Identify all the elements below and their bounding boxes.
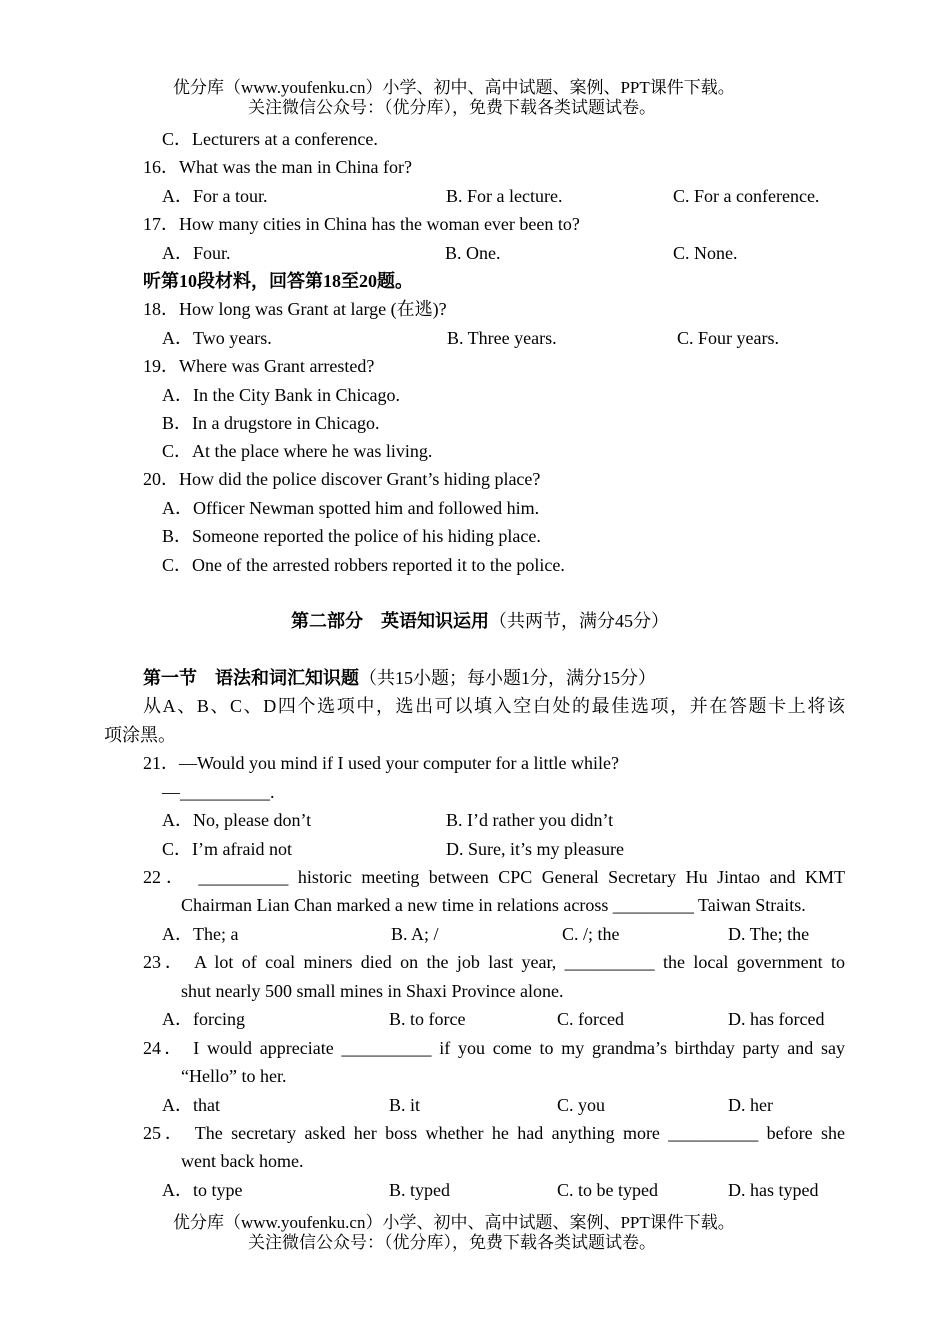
q21-stem: 21．—Would you mind if I used your computer for a little while? xyxy=(143,753,619,773)
q16-stem: 16．What was the man in China for? xyxy=(143,157,412,177)
footer-line-2: 关注微信公众号：（优分库），免费下载各类试题试卷。 xyxy=(248,1233,656,1252)
q16-option-c: C. For a conference. xyxy=(673,186,820,206)
q17-option-a: A．Four. xyxy=(162,243,231,263)
q21-option-c: C．I’m afraid not xyxy=(162,839,292,859)
q24-option-d: D. her xyxy=(728,1095,773,1115)
section-10-heading: 听第10段材料，回答第18至20题。 xyxy=(143,271,413,291)
q21-reply: —__________. xyxy=(162,782,275,802)
section-1-title: 第一节 语法和词汇知识题 xyxy=(143,668,359,688)
section-1-heading xyxy=(143,666,656,690)
q25-option-b: B. typed xyxy=(389,1180,450,1200)
q23-option-c: C. forced xyxy=(557,1009,624,1029)
section-1-scoring: （共15小题；每小题1分，满分15分） xyxy=(359,668,656,688)
q20-option-a: A．Officer Newman spotted him and followed him. xyxy=(162,498,540,518)
q18-option-a: A．Two years. xyxy=(162,328,272,348)
q25-stem-line-1: 25． The secretary asked her boss whether he had anything more __________ before she xyxy=(143,1123,845,1143)
q16-option-b: B. For a lecture. xyxy=(446,186,563,206)
q24-option-c: C. you xyxy=(557,1095,606,1115)
q19-option-a: A．In the City Bank in Chicago. xyxy=(162,385,400,405)
q22-option-d: D. The; the xyxy=(728,924,810,944)
part-2-scoring: （共两节，满分45分） xyxy=(489,611,669,631)
part-2-title: 第二部分 英语知识运用 xyxy=(291,611,489,631)
q24-option-a: A．that xyxy=(162,1095,220,1115)
q16-option-a: A．For a tour. xyxy=(162,186,268,206)
q22-stem-line-1: 22． __________ historic meeting between CPC General Secretary Hu Jintao and KMT xyxy=(143,867,845,887)
q24-stem-line-1: 24． I would appreciate __________ if you come to my grandma’s birthday party and say xyxy=(143,1038,845,1058)
q17-option-c: C. None. xyxy=(673,243,738,263)
q23-stem-line-2: shut nearly 500 small mines in Shaxi Province alone. xyxy=(181,981,564,1001)
q24-option-b: B. it xyxy=(389,1095,421,1115)
q15-option-c: C．Lecturers at a conference. xyxy=(162,129,378,149)
q18-option-b: B. Three years. xyxy=(447,328,557,348)
q22-stem-line-2: Chairman Lian Chan marked a new time in relations across _________ Taiwan Straits. xyxy=(181,895,806,915)
q23-stem-line-1: 23． A lot of coal miners died on the job last year, __________ the local government to xyxy=(143,952,845,972)
q20-stem: 20．How did the police discover Grant’s hiding place? xyxy=(143,469,541,489)
q22-option-c: C. /; the xyxy=(562,924,620,944)
q18-stem: 18．How long was Grant at large (在逃)? xyxy=(143,299,447,319)
instruction-line-1: 从A、B、C、D四个选项中，选出可以填入空白处的最佳选项，并在答题卡上将该 xyxy=(143,696,845,716)
q21-option-b: B. I’d rather you didn’t xyxy=(446,810,614,830)
q24-stem-line-2: “Hello” to her. xyxy=(181,1066,287,1086)
footer-line-1: 优分库（www.youfenku.cn）小学、初中、高中试题、案例、PPT课件下载。 xyxy=(173,1213,735,1232)
q21-option-a: A．No, please don’t xyxy=(162,810,312,830)
q23-option-b: B. to force xyxy=(389,1009,466,1029)
q25-option-d: D. has typed xyxy=(728,1180,819,1200)
q21-option-d: D. Sure, it’s my pleasure xyxy=(446,839,624,859)
q25-stem-line-2: went back home. xyxy=(181,1151,304,1171)
q20-option-c: C．One of the arrested robbers reported it to the police. xyxy=(162,555,565,575)
q20-option-b: B．Someone reported the police of his hiding place. xyxy=(162,526,541,546)
instruction-line-2: 项涂黑。 xyxy=(104,725,176,745)
q19-option-b: B．In a drugstore in Chicago. xyxy=(162,413,380,433)
q19-stem: 19．Where was Grant arrested? xyxy=(143,356,375,376)
q23-option-a: A．forcing xyxy=(162,1009,245,1029)
q17-stem: 17．How many cities in China has the woman ever been to? xyxy=(143,214,580,234)
q18-option-c: C. Four years. xyxy=(677,328,779,348)
q22-option-b: B. A; / xyxy=(391,924,439,944)
header-line-2: 关注微信公众号：（优分库），免费下载各类试题试卷。 xyxy=(248,98,656,117)
header-line-1: 优分库（www.youfenku.cn）小学、初中、高中试题、案例、PPT课件下载。 xyxy=(173,78,735,97)
part-2-heading xyxy=(291,609,669,633)
q25-option-a: A．to type xyxy=(162,1180,243,1200)
q17-option-b: B. One. xyxy=(445,243,501,263)
q25-option-c: C. to be typed xyxy=(557,1180,658,1200)
q23-option-d: D. has forced xyxy=(728,1009,825,1029)
q19-option-c: C．At the place where he was living. xyxy=(162,441,433,461)
q22-option-a: A．The; a xyxy=(162,924,239,944)
